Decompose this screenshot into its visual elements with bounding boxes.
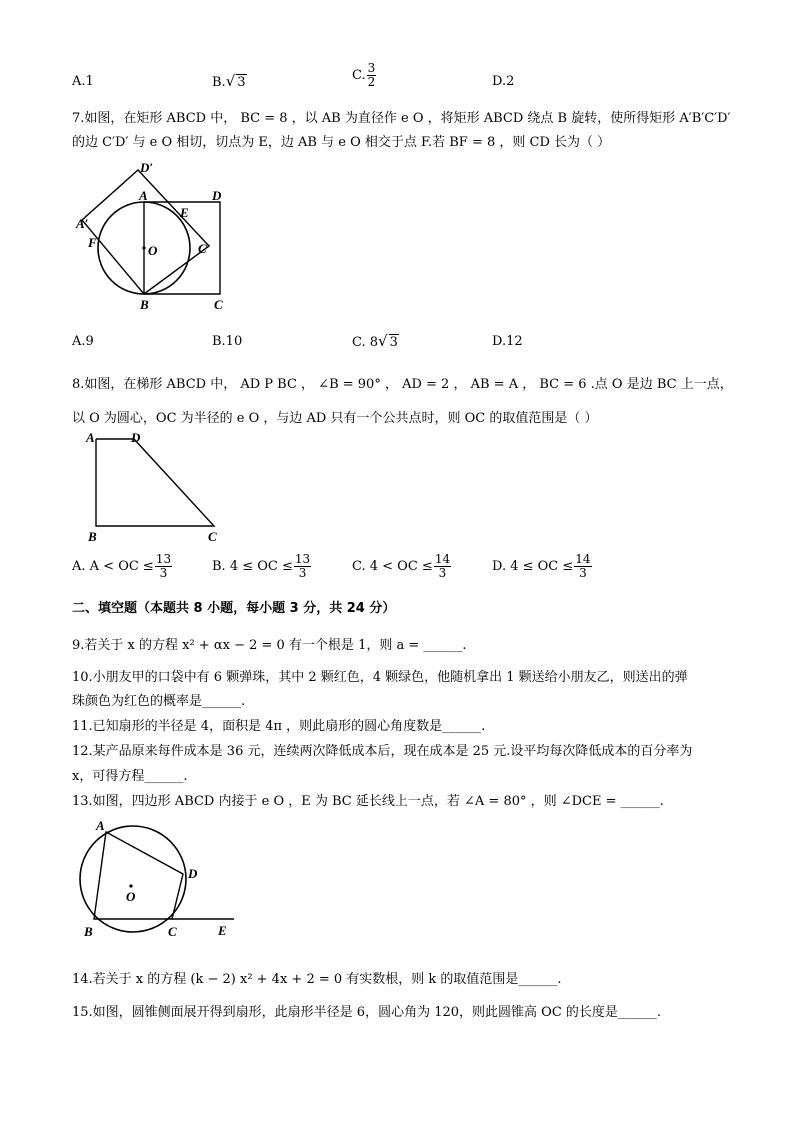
circle-o	[80, 826, 186, 932]
quadrilateral-abcd	[94, 832, 183, 919]
q13-text: 13.如图，四边形 ABCD 内接于 e O ，E 为 BC 延长线上一点，若 ∠A = 80° ，则 ∠DCE = ______.	[72, 794, 664, 809]
q7-figure	[74, 158, 244, 318]
q6-option-b: B.√ 3	[212, 72, 246, 90]
label-c: C	[168, 924, 177, 939]
label-c-prime: C′	[198, 241, 211, 256]
label-a: A	[86, 430, 95, 445]
q8-text-line2: 以 O 为圆心，OC 为半径的 e O ，与边 AD 只有一个公共点时，则 OC 的取值范围是（ ）	[72, 411, 598, 426]
q7-option-a: A.9	[72, 334, 94, 349]
label-o: O	[126, 889, 136, 904]
label-d: D	[131, 430, 141, 445]
q6-option-d: D.2	[492, 74, 515, 89]
q7-option-d: D.12	[492, 334, 523, 349]
label-a-prime: A′	[76, 216, 89, 231]
label-c: C	[214, 297, 223, 312]
q13-figure	[76, 814, 246, 946]
q8-option-d: D. 4 ≤ OC ≤ $\frac{14}{3}$	[492, 552, 591, 580]
q14-text: 14.若关于 x 的方程 (k − 2) x² + 4x + 2 = 0 有实数根，则 k 的取值范围是______.	[72, 972, 562, 987]
label-b: B	[88, 529, 97, 544]
label-b: B	[84, 924, 93, 939]
q6-option-a: A.1	[72, 74, 94, 89]
label-d: D	[188, 866, 198, 881]
q8-text-line1: 8.如图，在梯形 ABCD 中， AD P BC ， ∠B = 90° ， AD = 2 ， AB = A ， BC = 6 .点 O 是边 BC 上一点，	[72, 377, 733, 392]
label-a: A	[96, 818, 105, 833]
q12-text-line1: 12.某产品原来每件成本是 36 元，连续两次降低成本后，现在成本是 25 元.设平均每次降低成本的百分率为	[72, 744, 693, 759]
q15-text: 15.如图，圆锥侧面展开得到扇形，此扇形半径是 6，圆心角为 120，则此圆锥高 OC 的长度是______.	[72, 1005, 662, 1020]
q12-text-line2: x，可得方程______.	[72, 769, 188, 784]
q7-text-line2: 的边 C′D′ 与 e O 相切，切点为 E，边 AB 与 e O 相交于点 F.若 BF = 8 ，则 CD 长为（ ）	[72, 135, 611, 150]
q9-text: 9.若关于 x 的方程 x² + αx − 2 = 0 有一个根是 1，则 a = ______.	[72, 638, 467, 653]
trapezoid-abcd	[96, 439, 214, 526]
label-d: D	[212, 188, 222, 203]
q7-option-b: B.10	[212, 334, 243, 349]
label-f: F	[88, 235, 97, 250]
q7-option-c: C. 8√ 3	[352, 332, 398, 350]
center-o	[142, 246, 145, 249]
label-c: C	[208, 529, 217, 544]
q8-figure	[84, 428, 234, 548]
label-b: B	[140, 297, 149, 312]
q8-option-b: B. 4 ≤ OC ≤ $\frac{13}{3}$	[212, 552, 311, 580]
q8-option-c: C. 4 < OC ≤ $\frac{14}{3}$	[352, 552, 451, 580]
label-e: E	[180, 205, 189, 220]
q10-text-line1: 10.小朋友甲的口袋中有 6 颗弹珠，其中 2 颗红色，4 颗绿色，他随机拿出 1 颗送给小朋友乙，则送出的弹	[72, 670, 688, 685]
q10-text-line2: 珠颜色为红色的概率是______.	[72, 694, 246, 709]
q6-option-c: C. $\frac{3}{2}$	[352, 61, 376, 89]
center-o	[129, 884, 132, 887]
q8-option-a: A. A < OC ≤ $\frac{13}{3}$	[72, 552, 172, 580]
q11-text: 11.已知扇形的半径是 4，面积是 4π ，则此扇形的圆心角度数是______.	[72, 719, 486, 734]
label-d-prime: D′	[140, 160, 154, 175]
label-a: A	[139, 188, 148, 203]
label-e: E	[218, 923, 227, 938]
section-heading-fill-in: 二、填空题（本题共 8 小题，每小题 3 分，共 24 分）	[72, 601, 396, 616]
label-o: O	[148, 243, 158, 258]
q7-text-line1: 7.如图，在矩形 ABCD 中， BC = 8 ，以 AB 为直径作 e O ，将矩形 ABCD 绕点 B 旋转，使所得矩形 A′B′C′D′	[72, 111, 731, 126]
